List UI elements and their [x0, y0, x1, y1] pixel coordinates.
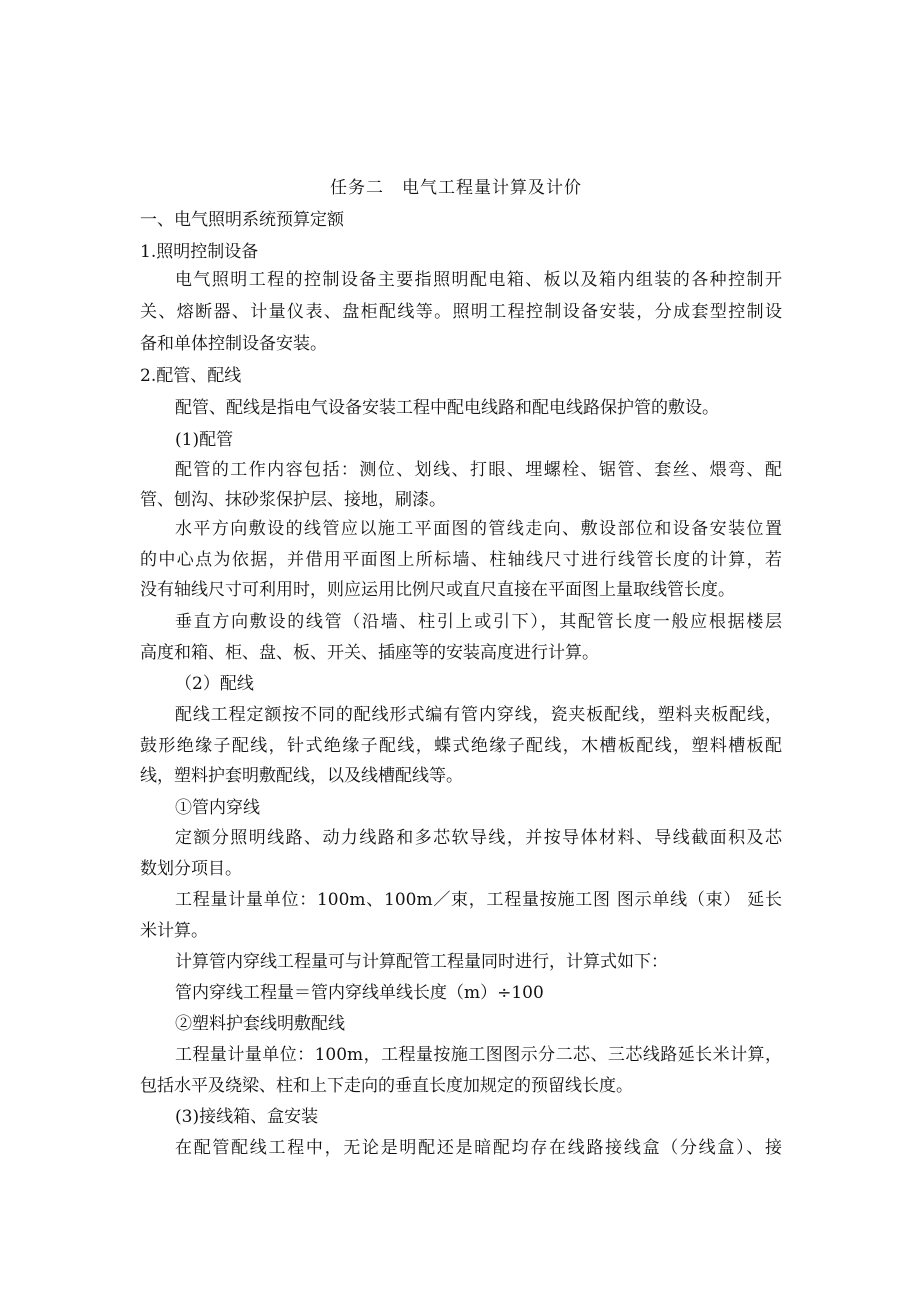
paragraph-line: 水平方向敷设的线管应以施工平面图的管线走向、敷设部位和设备安装位置	[175, 519, 782, 539]
paragraph-line: 的中心点为依据，并借用平面图上所标墙、柱轴线尺寸进行线管长度的计算，若	[140, 550, 782, 570]
paragraph-line: 配管、配线是指电气设备安装工程中配电线路和配电线路保护管的敷设。	[175, 398, 719, 418]
paragraph-line: 没有轴线尺寸可利用时，则应运用比例尺或直尺直接在平面图上量取线管长度。	[140, 580, 735, 600]
paragraph-line: 工程量计量单位：100m、100m／束，工程量按施工图 图示单线（束） 延长	[175, 890, 782, 910]
paragraph-line: 高度和箱、柜、盘、板、开关、插座等的安装高度进行计算。	[140, 643, 599, 663]
paragraph-line: 米计算。	[140, 921, 208, 941]
paragraph-line: 配管的工作内容包括：测位、划线、打眼、埋螺栓、锯管、套丝、煨弯、配	[175, 460, 782, 480]
page-title: 任务二 电气工程量计算及计价	[330, 178, 582, 198]
paragraph-line: 包括水平及绕梁、柱和上下走向的垂直长度加规定的预留线长度。	[140, 1076, 633, 1096]
paragraph-line: 定额分照明线路、动力线路和多芯软导线，并按导体材料、导线截面积及芯	[175, 828, 782, 848]
item-heading: (3)接线箱、盒安装	[175, 1107, 319, 1127]
subsection-heading: 1.照明控制设备	[140, 242, 259, 262]
item-heading: ②塑料护套线明敷配线	[175, 1014, 345, 1034]
item-heading: ①管内穿线	[175, 798, 260, 818]
paragraph-line: 鼓形绝缘子配线，针式绝缘子配线，蝶式绝缘子配线，木槽板配线，塑料槽板配	[140, 736, 782, 756]
paragraph-line: 关、熔断器、计量仪表、盘柜配线等。照明工程控制设备安装，分成套型控制设	[140, 302, 782, 322]
paragraph-line: 在配管配线工程中，无论是明配还是暗配均存在线路接线盒（分线盒）、接	[175, 1138, 782, 1158]
subsection-heading: 2.配管、配线	[140, 366, 242, 386]
section-heading: 一、电气照明系统预算定额	[140, 210, 344, 230]
paragraph-line: 管、刨沟、抹砂浆保护层、接地，刷漆。	[140, 490, 446, 510]
paragraph-line: 工程量计量单位：100m，工程量按施工图图示分二芯、三芯线路延长米计算，	[175, 1045, 782, 1065]
paragraph-line: 垂直方向敷设的线管（沿墙、柱引上或引下），其配管长度一般应根据楼层	[175, 612, 782, 632]
item-heading: (1)配管	[175, 430, 234, 450]
paragraph-line: 计算管内穿线工程量可与计算配管工程量同时进行，计算式如下：	[175, 952, 668, 972]
paragraph-line: 配线工程定额按不同的配线形式编有管内穿线，瓷夹板配线，塑料夹板配线，	[175, 705, 782, 725]
item-heading: （2）配线	[175, 674, 254, 694]
paragraph-line: 备和单体控制设备安装。	[140, 334, 327, 354]
formula-line: 管内穿线工程量＝管内穿线单线长度（m）÷100	[175, 983, 544, 1003]
paragraph-line: 电气照明工程的控制设备主要指照明配电箱、板以及箱内组装的各种控制开	[175, 270, 782, 290]
paragraph-line: 线，塑料护套明敷配线，以及线槽配线等。	[140, 766, 463, 786]
paragraph-line: 数划分项目。	[140, 859, 242, 879]
